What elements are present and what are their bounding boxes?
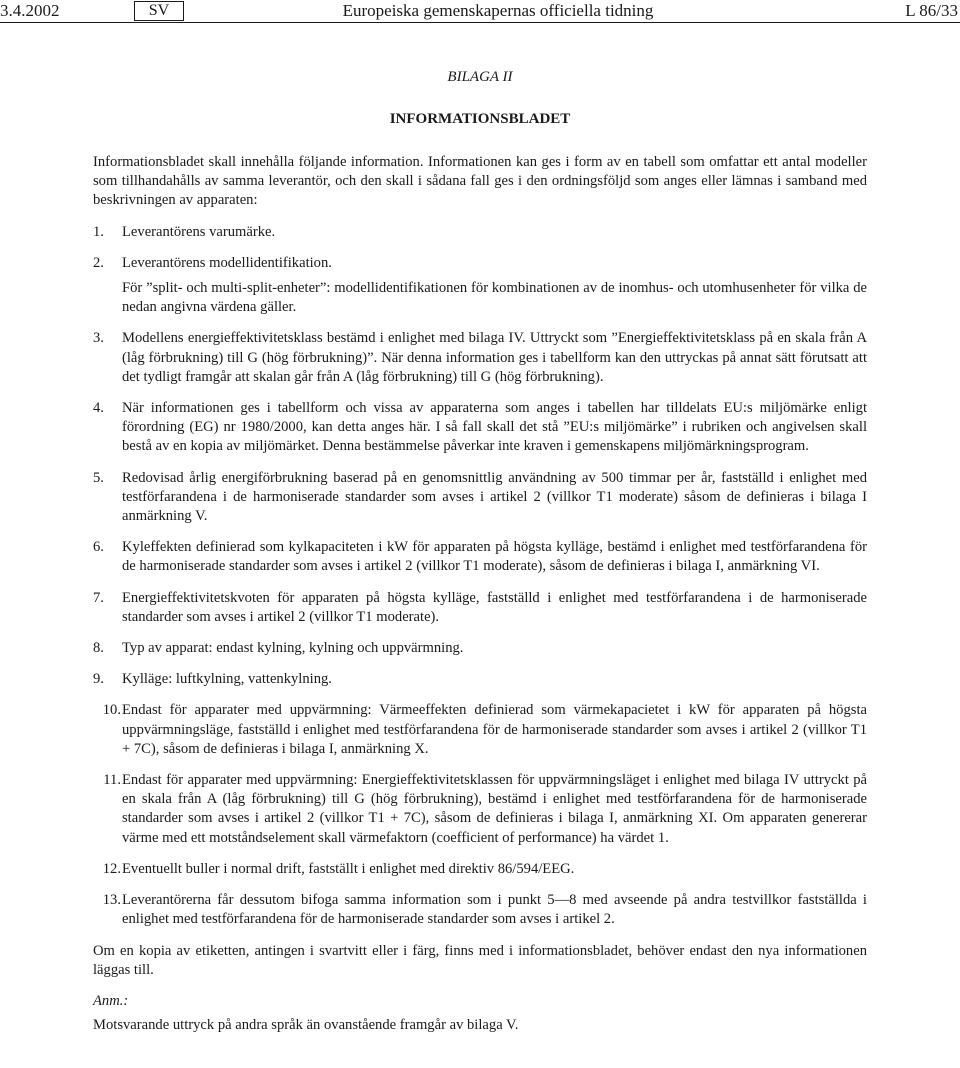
page-reference: L 86/33 xyxy=(905,1,958,20)
list-item-subparagraph xyxy=(93,279,867,317)
list-item xyxy=(93,329,867,387)
annex-heading: BILAGA II xyxy=(447,69,513,85)
closing-paragraph: Om en kopia av etiketten, antingen i svartvitt eller i färg, finns med i informationsbladet, behöver endast den nya informationen läggas till. xyxy=(93,942,867,978)
list-item xyxy=(93,860,867,879)
item-number: 4. xyxy=(93,400,104,417)
item-number: 3. xyxy=(93,330,104,347)
item-text: När informationen ges i tabellform och vissa av apparaterna som anges i tabellen har tilldelats EU:s miljömärke enligt förordning (EG) nr 1980/2000, kan detta anges här. I så fall skall det stå ”EU:s miljömärke” i rubriken och angivelsen skall bestå av en kopia av miljömärket. Denna bestämmelse påverkar inte kraven i gemenskapens miljömärkningsprogram. xyxy=(122,400,867,455)
document-body xyxy=(93,153,867,1035)
intro-paragraph: Informationsbladet skall innehålla följande information. Informationen kan ges i form av en tabell som omfattar ett antal modeller som tillhandahålls av samma leverantör, och den skall i sådana fall ges i den ordningsföljd som anges eller lämnas i samband med beskrivningen av apparaten: xyxy=(93,154,867,209)
list-item xyxy=(93,891,867,929)
list-item xyxy=(93,589,867,627)
item-number: 12. xyxy=(102,860,121,877)
item-text: Kyleffekten definierad som kylkapaciteten i kW för apparaten på högsta kylläge, bestämd i enlighet med testförfarandena för de harmoniserade standarder som avses i artikel 2 (villkor T1 moderate), såsom de definieras i bilaga I, anmärkning VI. xyxy=(122,539,867,575)
item-text: Eventuellt buller i normal drift, fastställt i enlighet med direktiv 86/594/EEG. xyxy=(122,860,575,877)
journal-title: Europeiska gemenskapernas officiella tidning xyxy=(342,1,654,20)
item-number: 10. xyxy=(102,702,121,719)
item-text: Energieffektivitetskvoten för apparaten på högsta kylläge, fastställd i enlighet med testförfarandena i de harmoniserade standarder som avses i artikel 2 (villkor T1 moderate). xyxy=(122,589,867,625)
item-text: Leverantörens modellidentifikation. xyxy=(122,254,332,271)
item-number: 7. xyxy=(93,589,104,606)
page-header xyxy=(0,0,960,24)
item-text: Kylläge: luftkylning, vattenkylning. xyxy=(122,671,332,688)
list-item xyxy=(93,670,867,689)
list-item xyxy=(93,538,867,576)
list-item xyxy=(93,771,867,848)
language-box: SV xyxy=(134,1,184,21)
publication-date: 3.4.2002 xyxy=(0,1,60,20)
item-number: 5. xyxy=(93,469,104,486)
list-item xyxy=(93,399,867,457)
item-number: 1. xyxy=(93,223,104,240)
item-text: Leverantörerna får dessutom bifoga samma information som i punkt 5—8 med avseende på andra testvillkor fastställda i enlighet med testförfarandena för de harmoniserade standarder som avses i artikel 2. xyxy=(122,892,867,928)
note-text: Motsvarande uttryck på andra språk än ovanstående framgår av bilaga V. xyxy=(93,1017,519,1034)
item-number: 11. xyxy=(103,772,121,789)
item-number: 2. xyxy=(93,254,104,271)
item-number: 8. xyxy=(93,640,104,657)
note-label: Anm.: xyxy=(93,992,129,1009)
item-number: 6. xyxy=(93,539,104,556)
item-text: Redovisad årlig energiförbrukning baserad på en genomsnittlig användning av 500 timmar per år, fastställd i enlighet med testförfarandena i de harmoniserade standarder som avses i artikel 2 (villkor T1 moderate) såsom de definieras i bilaga I anmärkning V. xyxy=(122,469,867,525)
item-text: Endast för apparater med uppvärmning: Energieffektivitetsklassen för uppvärmningsläget i enlighet med bilaga IV uttryckt på en skala från A (låg förbrukning) till G (hög förbrukning), bestämd i enlighet med testförfarandena för de harmoniserade standarder som avses i artikel 2 (villkor T1 + 7C), såsom de definieras i bilaga I, anmärkning XI. Om apparaten genererar värme med ett motståndselement skall värmefaktorn (coefficient of performance) ha värdet 1. xyxy=(122,772,867,846)
list-item xyxy=(93,223,867,242)
header-rule xyxy=(0,22,960,23)
list-item xyxy=(93,254,867,273)
item-number: 13. xyxy=(102,892,121,909)
list-item xyxy=(93,639,867,658)
numbered-list xyxy=(93,223,867,930)
list-item xyxy=(93,469,867,527)
item-text: Typ av apparat: endast kylning, kylning och uppvärmning. xyxy=(122,640,464,657)
item-text: Endast för apparater med uppvärmning: Värmeeffekten definierad som värmekapacietet i kW för apparaten på högsta uppvärmningsläge, fastställd i enlighet med testförfarandena för de harmoniserade standarder som avses i artikel 2 (villkor T1 + 7C), såsom de definieras i bilaga I, anmärkning X. xyxy=(122,702,867,757)
list-item xyxy=(93,701,867,759)
item-text: Modellens energieffektivitetsklass bestämd i enlighet med bilaga IV. Uttryckt som ”Energieffektivitetsklass på en skala från A (låg förbrukning) till G (hög förbrukning)”. När denna information ges i tabellform kan den uttryckas på annat sätt förutsatt att det tydligt framgår att skalan går från A (låg förbrukning) till G (hög förbrukning). xyxy=(122,330,867,385)
document-title: INFORMATIONSBLADET xyxy=(389,111,571,127)
item-subtext: För ”split- och multi-split-enheter”: modellidentifikationen för kombinationen av de inomhus- och utomhusenheter för vilka de nedan angivna värdena gäller. xyxy=(122,280,867,316)
item-text: Leverantörens varumärke. xyxy=(122,223,276,240)
item-number: 9. xyxy=(93,671,104,688)
